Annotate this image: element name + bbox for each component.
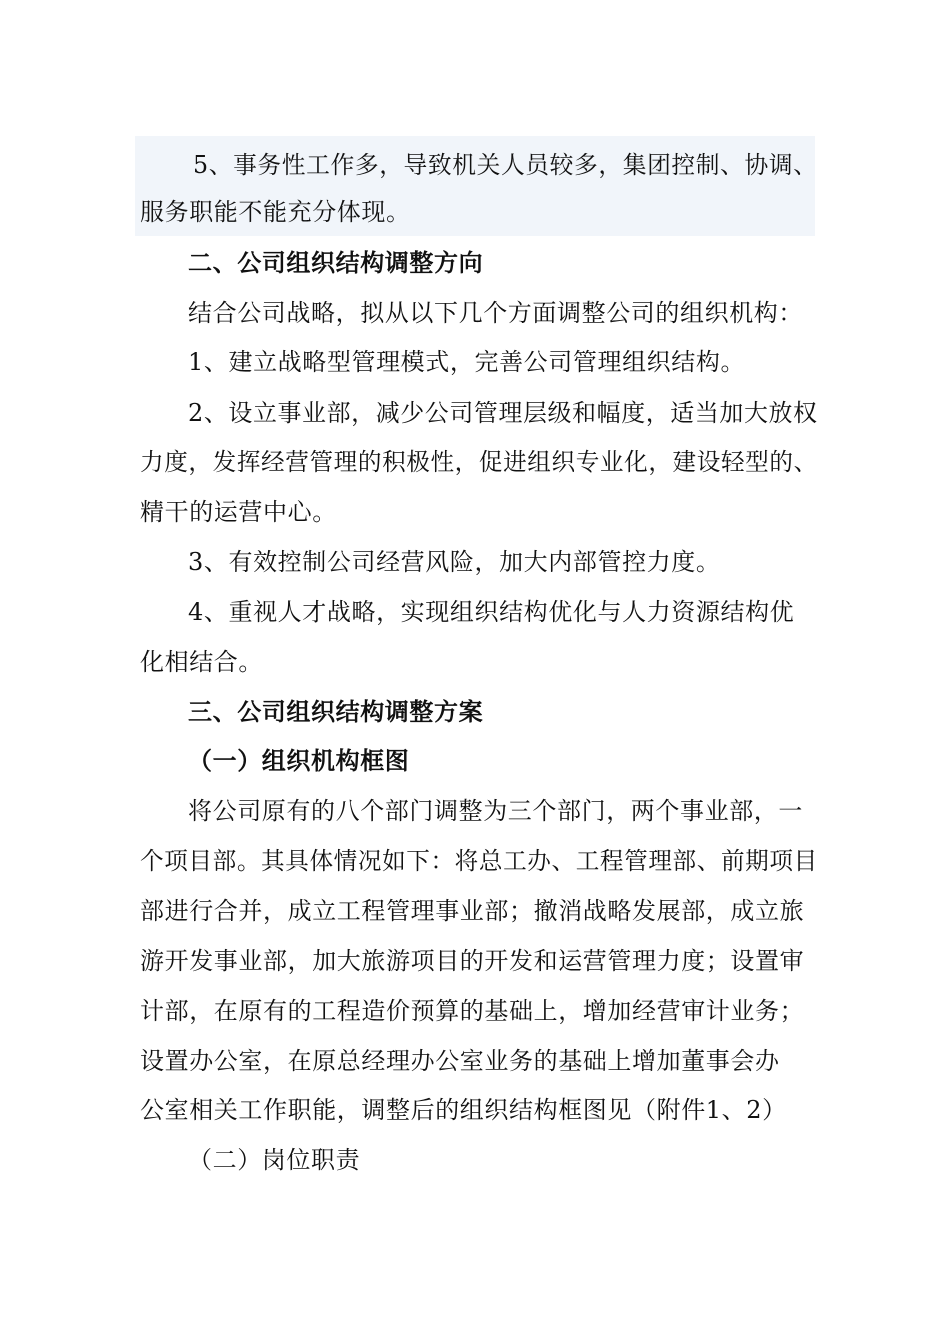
subheading-org-chart: （一）组织机构框图 bbox=[188, 747, 410, 775]
item-2-line1: 2、设立事业部，减少公司管理层级和幅度，适当加大放权 bbox=[188, 399, 818, 427]
item-2-line2: 力度，发挥经营管理的积极性，促进组织专业化，建设轻型的、 bbox=[140, 448, 818, 476]
plan-line5: 计部，在原有的工程造价预算的基础上，增加经营审计业务； bbox=[140, 997, 805, 1025]
plan-line2: 个项目部。其具体情况如下：将总工办、工程管理部、前期项目 bbox=[140, 847, 818, 875]
subheading-job-duties: （二）岗位职责 bbox=[188, 1146, 361, 1174]
item-1: 1、建立战略型管理模式，完善公司管理组织结构。 bbox=[188, 348, 746, 376]
heading-section-2: 二、公司组织结构调整方向 bbox=[188, 249, 484, 277]
plan-line1: 将公司原有的八个部门调整为三个部门，两个事业部，一 bbox=[188, 797, 803, 825]
plan-line6: 设置办公室，在原总经理办公室业务的基础上增加董事会办 bbox=[140, 1047, 780, 1075]
plan-line7: 公室相关工作职能，调整后的组织结构框图见（附件1、2） bbox=[140, 1096, 787, 1124]
item-3: 3、有效控制公司经营风险，加大内部管控力度。 bbox=[188, 548, 721, 576]
item-4-line1: 4、重视人才战略，实现组织结构优化与人力资源结构优 bbox=[188, 598, 795, 626]
plan-line4: 游开发事业部，加大旅游项目的开发和运营管理力度；设置审 bbox=[140, 947, 805, 975]
plan-line3: 部进行合并，成立工程管理事业部；撤消战略发展部，成立旅 bbox=[140, 897, 805, 925]
heading-section-3: 三、公司组织结构调整方案 bbox=[188, 698, 484, 726]
intro-paragraph: 结合公司战略，拟从以下几个方面调整公司的组织机构： bbox=[188, 299, 803, 327]
para5-line1: 5、事务性工作多，导致机关人员较多，集团控制、协调、 bbox=[193, 151, 818, 179]
item-2-line3: 精干的运营中心。 bbox=[140, 498, 337, 526]
para5-line2: 服务职能不能充分体现。 bbox=[140, 198, 411, 226]
item-4-line2: 化相结合。 bbox=[140, 648, 263, 676]
